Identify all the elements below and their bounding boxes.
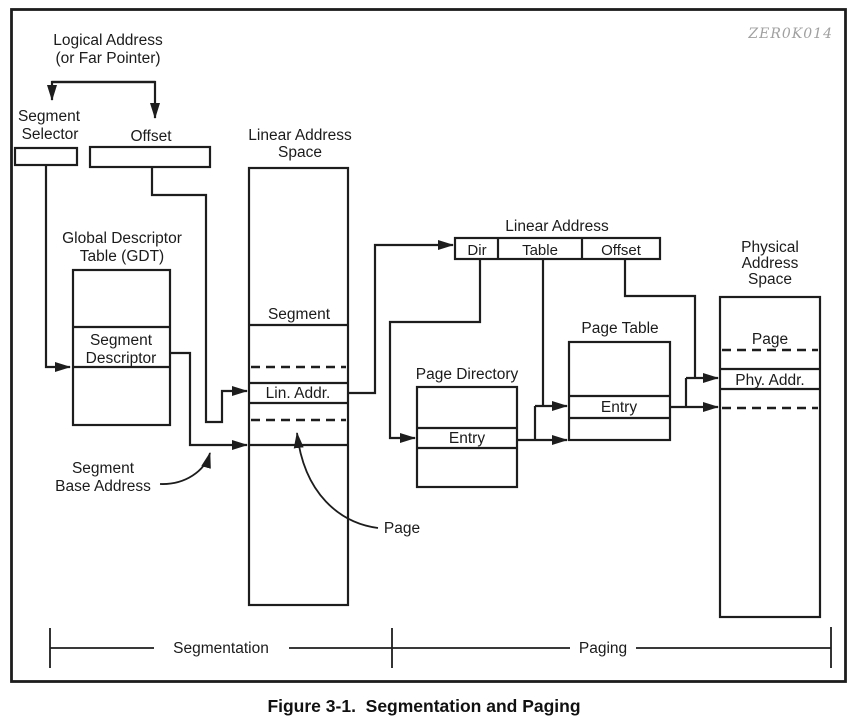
segment-selector-label-line2: Selector <box>21 126 79 143</box>
descriptor-to-las-arrow <box>170 353 247 445</box>
linear-address-space-title-line1: Linear Address <box>248 127 352 144</box>
paging-bracket-label: Paging <box>578 640 628 657</box>
figure-caption: Figure 3-1. Segmentation and Paging <box>267 696 581 716</box>
gdt-title-line1: Global Descriptor <box>62 230 182 247</box>
linear-address-space-title-line2: Space <box>278 144 322 161</box>
segment-descriptor-label-line2: Descriptor <box>85 350 157 367</box>
page-frame-label: Page <box>751 331 789 348</box>
offset-field-label: Offset <box>601 242 641 259</box>
physical-address-space-title-line2: Address <box>741 255 799 272</box>
page-directory-title: Page Directory <box>415 366 519 383</box>
table-field-label: Table <box>522 242 558 259</box>
segment-descriptor-label-line1: Segment <box>89 332 153 349</box>
segmentation-bracket-label: Segmentation <box>173 640 269 657</box>
segment-selector-label-line1: Segment <box>17 108 81 125</box>
physical-address-space-title-line3: Space <box>748 271 792 288</box>
dir-field-label: Dir <box>467 242 487 259</box>
page-table-title: Page Table <box>581 320 659 337</box>
page-annotation-label: Page <box>383 520 421 537</box>
selector-to-gdt-arrow <box>46 165 70 367</box>
segment-base-address-curved-arrow <box>160 453 210 484</box>
gdt-title-line2: Table (GDT) <box>79 248 165 265</box>
physical-address-space-title-line1: Physical <box>741 239 799 256</box>
segment-region-label: Segment <box>267 306 331 323</box>
page-directory-entry-label: Entry <box>448 430 486 447</box>
phy-addr-label: Phy. Addr. <box>735 372 805 389</box>
lin-addr-label: Lin. Addr. <box>265 385 331 402</box>
page-table-entry-label: Entry <box>600 399 638 416</box>
logical-address-label-line1: Logical Address <box>53 32 163 49</box>
offset-label: Offset <box>130 128 172 145</box>
logical-address-label-line2: (or Far Pointer) <box>55 50 161 67</box>
page-table-box <box>569 342 670 440</box>
segment-base-address-label-line2: Base Address <box>55 478 151 495</box>
scan-watermark: ZER0K014 <box>748 26 833 42</box>
segment-selector-box <box>15 148 77 165</box>
segment-base-address-label-line1: Segment <box>71 460 135 477</box>
logical-to-selector-arrow <box>52 82 155 100</box>
offset-box <box>90 147 210 167</box>
linear-address-title: Linear Address <box>505 218 609 235</box>
